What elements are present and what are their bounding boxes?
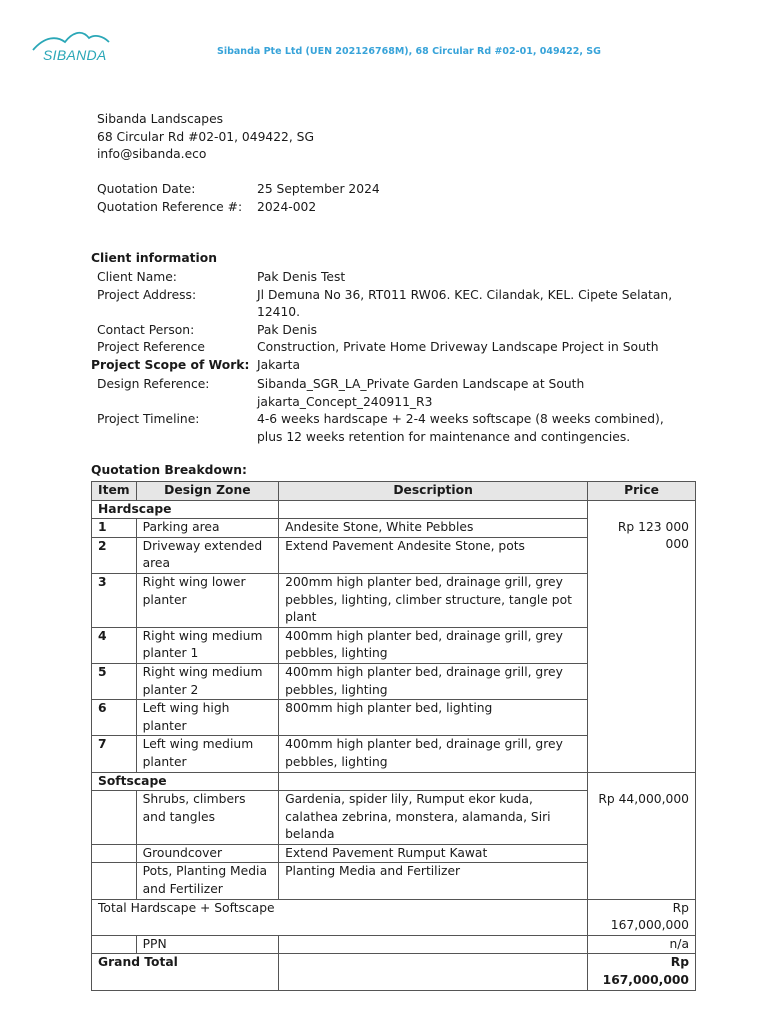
scope-title: Project Scope of Work: (91, 358, 250, 372)
company-header: Sibanda Pte Ltd (UEN 202126768M), 68 Circular Rd #02-01, 049422, SG (217, 46, 601, 57)
total-label: Total Hardscape + Softscape (92, 899, 588, 935)
client-name-value: Pak Denis Test (257, 270, 346, 284)
ppn-row (92, 935, 696, 954)
quotation-date-label: Quotation Date: (97, 182, 196, 196)
sender-address: 68 Circular Rd #02-01, 049422, SG (97, 129, 315, 144)
header-zone: Design Zone (136, 482, 279, 501)
grand-total-label: Grand Total (92, 954, 279, 990)
project-address-value: Jl Demuna No 36, RT011 RW06. KEC. Cilandak, KEL. Cipete Selatan, 12410. (257, 287, 673, 320)
hardscape-label: Hardscape (92, 500, 279, 519)
grand-total-row (92, 954, 696, 990)
design-reference-value: Sibanda_SGR_LA_Private Garden Landscape at South jakarta_Concept_240911_R3 (257, 377, 585, 409)
quotation-date-value: 25 September 2024 (257, 182, 380, 196)
header-description: Description (279, 482, 588, 501)
sender-name: Sibanda Landscapes (97, 112, 224, 126)
table-row: 4 Right wing medium planter 1 400mm high planter bed, drainage grill, grey pebbles, lighting (92, 627, 696, 663)
quotation-ref-label: Quotation Reference #: (97, 199, 243, 214)
table-row: 5 Right wing medium planter 2 400mm high planter bed, drainage grill, grey pebbles, lighting (92, 663, 696, 699)
softscape-label: Softscape (92, 772, 279, 791)
table-row: Groundcover Extend Pavement Rumput Kawat (92, 844, 696, 863)
breakdown-title: Quotation Breakdown: (91, 463, 247, 477)
project-timeline-label: Project Timeline: (97, 412, 200, 427)
company-logo (31, 26, 111, 66)
logo-text: SIBANDA (43, 47, 107, 63)
contact-person-value: Pak Denis (257, 322, 318, 337)
project-reference-label: Project Reference (97, 340, 205, 355)
sender-block (97, 111, 314, 164)
client-name-label: Client Name: (97, 270, 177, 284)
hardscape-price: Rp 123 000 000 (588, 519, 696, 772)
quotation-table (91, 481, 696, 991)
grand-total-value: Rp 167,000,000 (588, 954, 696, 990)
ppn-value: n/a (588, 935, 696, 954)
table-row: 6 Left wing high planter 800mm high planter bed, lighting (92, 700, 696, 736)
design-reference-label: Design Reference: (97, 377, 210, 391)
sender-email: info@sibanda.eco (97, 147, 207, 162)
contact-person-label: Contact Person: (97, 322, 195, 337)
project-reference-value: Construction, Private Home Driveway Landscape Project in South Jakarta (257, 340, 659, 372)
quotation-ref-value: 2024-002 (257, 199, 317, 214)
total-value: Rp 167,000,000 (588, 899, 696, 935)
project-timeline-value: 4-6 weeks hardscape + 2-4 weeks softscape (8 weeks combined), plus 12 weeks retention for maintenance and contingencies. (257, 412, 664, 444)
client-info-title: Client information (91, 251, 217, 265)
scope-info (97, 376, 692, 446)
table-row: 3 Right wing lower planter 200mm high planter bed, drainage grill, grey pebbles, lighting, climber structure, tangle pot plant (92, 573, 696, 627)
softscape-section-row (92, 772, 696, 791)
table-row: 1 Parking area Andesite Stone, White Pebbles Rp 123 000 000 (92, 519, 696, 538)
header-item: Item (92, 482, 137, 501)
table-row: Shrubs, climbers and tangles Gardenia, spider lily, Rumput ekor kuda, calathea zebrina, monstera, alamanda, Siri belanda Rp 44,000,000 (92, 791, 696, 845)
quotation-meta (97, 181, 687, 216)
hardscape-section-row (92, 500, 696, 519)
project-address-label: Project Address: (97, 287, 197, 302)
header-price: Price (588, 482, 696, 501)
ppn-label: PPN (136, 935, 279, 954)
softscape-price: Rp 44,000,000 (588, 791, 696, 900)
table-header-row (92, 482, 696, 501)
table-row: Pots, Planting Media and Fertilizer Planting Media and Fertilizer (92, 863, 696, 899)
total-row (92, 899, 696, 935)
table-row: 7 Left wing medium planter 400mm high planter bed, drainage grill, grey pebbles, lighting (92, 736, 696, 772)
table-row: 2 Driveway extended area Extend Pavement Andesite Stone, pots (92, 537, 696, 573)
